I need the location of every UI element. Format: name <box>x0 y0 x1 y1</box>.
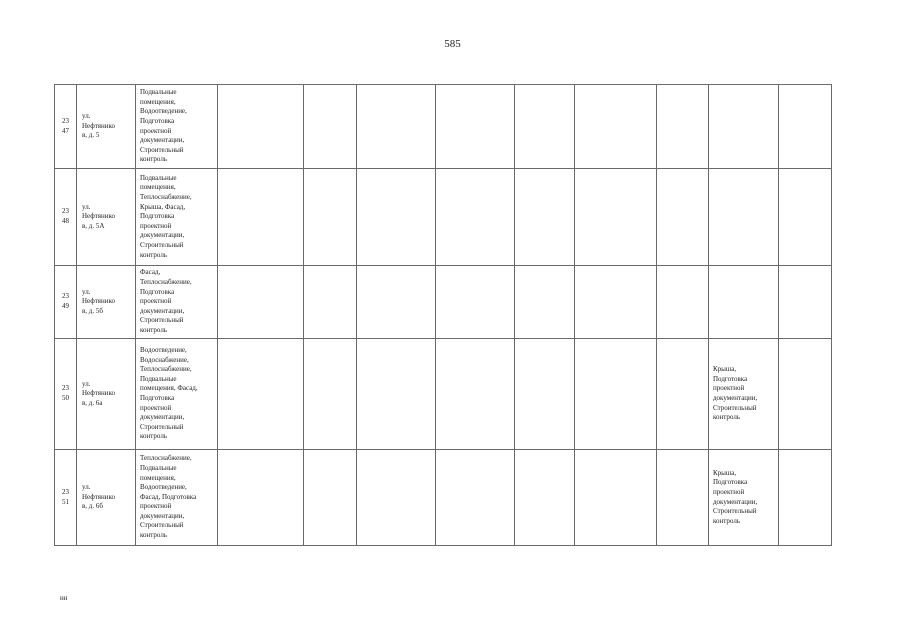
empty-cell <box>357 339 436 450</box>
empty-cell <box>515 169 575 266</box>
empty-cell <box>779 85 832 169</box>
address-cell: ул. Нефтянико в, д. 5 <box>77 85 136 169</box>
empty-cell <box>436 339 515 450</box>
empty-cell <box>657 85 709 169</box>
works-table-container <box>54 84 832 546</box>
works-cell: Теплоснабжение, Подвальные помещения, Водоотведение, Фасад, Подготовка проектной документации, Строительный контроль <box>136 450 218 546</box>
empty-cell <box>357 450 436 546</box>
empty-cell <box>304 169 357 266</box>
empty-cell <box>657 450 709 546</box>
empty-cell <box>218 266 304 339</box>
works-cell: Водоотведение, Водоснабжение, Теплоснабжение, Подвальные помещения, Фасад, Подготовка проектной документации, Строительный контроль <box>136 339 218 450</box>
planned-works-cell: Крыша, Подготовка проектной документации, Строительный контроль <box>709 339 779 450</box>
empty-cell <box>357 266 436 339</box>
empty-cell <box>436 266 515 339</box>
table-row <box>55 450 832 546</box>
empty-cell <box>218 339 304 450</box>
empty-cell <box>357 85 436 169</box>
empty-cell <box>575 266 657 339</box>
address-cell: ул. Нефтянико в, д. 6б <box>77 450 136 546</box>
empty-cell <box>304 85 357 169</box>
empty-cell <box>218 450 304 546</box>
empty-cell <box>436 450 515 546</box>
empty-cell <box>357 169 436 266</box>
row-number-cell: 23 47 <box>55 85 77 169</box>
empty-cell <box>515 339 575 450</box>
empty-cell <box>304 266 357 339</box>
table-row <box>55 85 832 169</box>
empty-cell <box>575 450 657 546</box>
row-number-cell: 23 51 <box>55 450 77 546</box>
table-row <box>55 169 832 266</box>
works-cell: Подвальные помещения, Теплоснабжение, Крыша, Фасад, Подготовка проектной документации, Строительный контроль <box>136 169 218 266</box>
table-row <box>55 339 832 450</box>
empty-cell <box>779 450 832 546</box>
address-cell: ул. Нефтянико в, д. 5б <box>77 266 136 339</box>
address-cell: ул. Нефтянико в, д. 5А <box>77 169 136 266</box>
works-cell: Подвальные помещения, Водоотведение, Подготовка проектной документации, Строительный контроль <box>136 85 218 169</box>
row-number-cell: 23 48 <box>55 169 77 266</box>
empty-cell <box>575 339 657 450</box>
empty-cell <box>779 266 832 339</box>
empty-cell <box>575 85 657 169</box>
planned-works-cell: Крыша, Подготовка проектной документации, Строительный контроль <box>709 450 779 546</box>
footer-mark: нн <box>60 594 68 602</box>
empty-cell <box>779 339 832 450</box>
planned-works-cell <box>709 266 779 339</box>
empty-cell <box>218 85 304 169</box>
empty-cell <box>436 169 515 266</box>
empty-cell <box>657 266 709 339</box>
empty-cell <box>657 339 709 450</box>
works-cell: Фасад, Теплоснабжение, Подготовка проектной документации, Строительный контроль <box>136 266 218 339</box>
empty-cell <box>515 85 575 169</box>
empty-cell <box>515 266 575 339</box>
planned-works-cell <box>709 85 779 169</box>
address-cell: ул. Нефтянико в, д. 6а <box>77 339 136 450</box>
page-number: 585 <box>444 38 461 50</box>
row-number-cell: 23 50 <box>55 339 77 450</box>
empty-cell <box>218 169 304 266</box>
empty-cell <box>304 450 357 546</box>
works-table <box>54 84 832 546</box>
empty-cell <box>515 450 575 546</box>
planned-works-cell <box>709 169 779 266</box>
row-number-cell: 23 49 <box>55 266 77 339</box>
empty-cell <box>436 85 515 169</box>
empty-cell <box>304 339 357 450</box>
empty-cell <box>779 169 832 266</box>
table-row <box>55 266 832 339</box>
empty-cell <box>657 169 709 266</box>
empty-cell <box>575 169 657 266</box>
